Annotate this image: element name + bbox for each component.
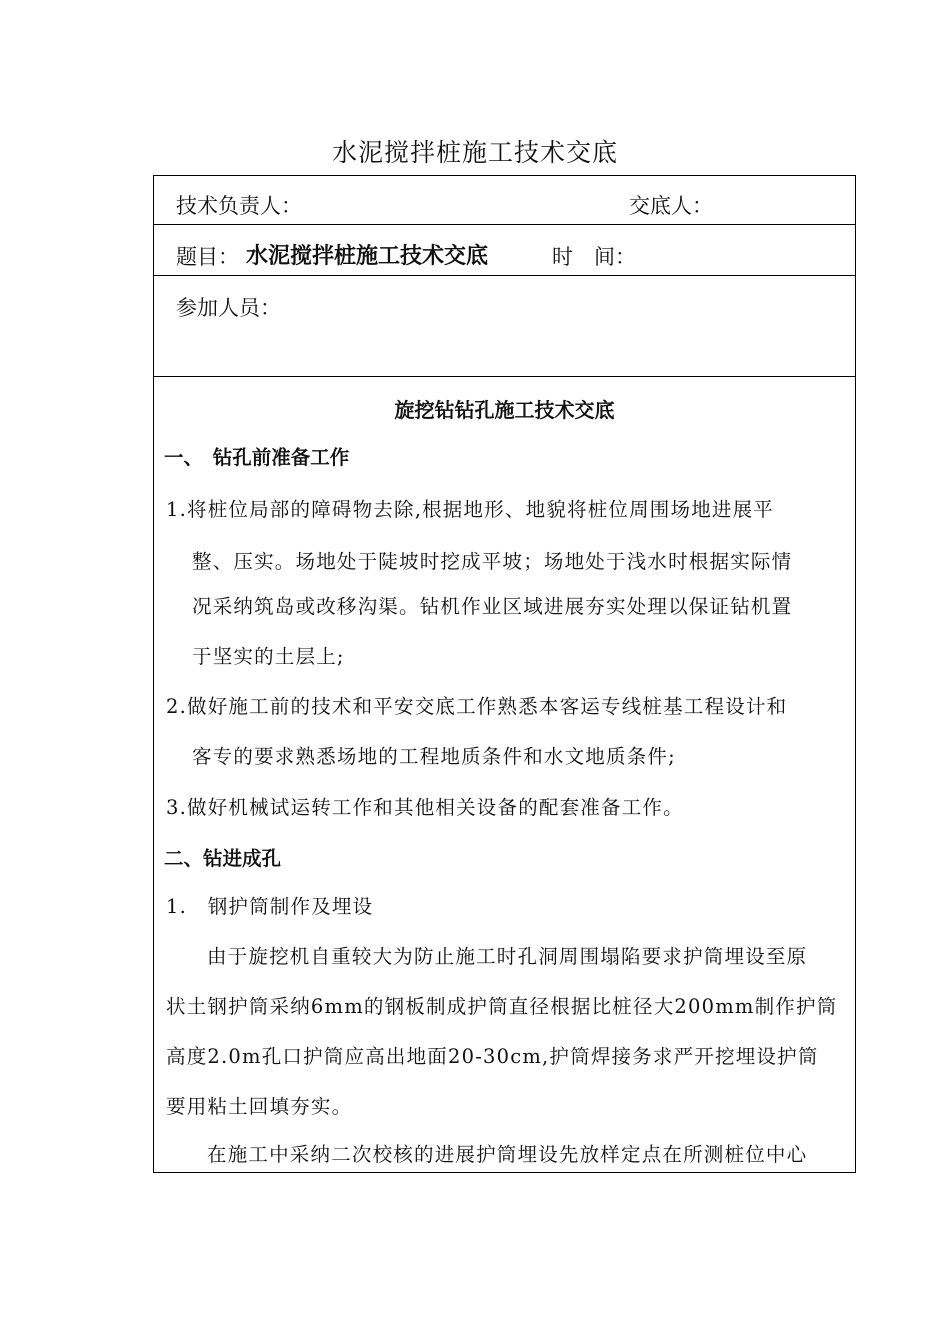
text-line: 整、压实。场地处于陡坡时挖成平坡；场地处于浅水时根据实际情 (192, 550, 793, 573)
text-line: 况采纳筑岛或改移沟渠。钻机作业区域进展夯实处理以保证钻机置 (192, 595, 793, 618)
handover-person-label: 交底人： (629, 194, 713, 218)
row-divider (154, 224, 855, 225)
text-line: 于坚实的土层上; (192, 645, 345, 668)
row-divider (154, 275, 855, 276)
text-line: 2.做好施工前的技术和平安交底工作熟悉本客运专线桩基工程设计和 (166, 695, 788, 718)
text-line: 1.将桩位局部的障碍物去除,根据地形、地貌将桩位周围场地进展平 (166, 498, 775, 521)
text-line: 要用粘土回填夯实。 (166, 1095, 353, 1118)
text-line: 3.做好机械试运转工作和其他相关设备的配套准备工作。 (166, 796, 684, 819)
tech-lead-label: 技术负责人： (176, 194, 302, 218)
section-heading-1: 一、 钻孔前准备工作 (164, 446, 350, 469)
document-title: 水泥搅拌桩施工技术交底 (331, 138, 618, 167)
row-divider (154, 376, 855, 377)
text-line: 在施工中采纳二次校核的进展护筒埋设先放样定点在所测桩位中心 (207, 1143, 808, 1166)
text-line: 状土钢护筒采纳6mm的钢板制成护筒直径根据比桩径大200mm制作护筒 (166, 995, 838, 1018)
section-heading-2: 二、钻进成孔 (164, 847, 282, 870)
participants-label: 参加人员： (176, 296, 281, 320)
text-line: 客专的要求熟悉场地的工程地质条件和水文地质条件; (192, 745, 676, 768)
topic-value: 水泥搅拌桩施工技术交底 (246, 243, 489, 269)
text-line: 高度2.0m孔口护筒应高出地面20-30cm,护筒焊接务求严开挖埋设护筒 (166, 1045, 819, 1068)
handover-form-table (153, 175, 856, 1173)
content-subtitle: 旋挖钻钻孔施工技术交底 (394, 398, 615, 422)
time-label: 时 间： (552, 245, 636, 269)
topic-label: 题目： (176, 245, 239, 269)
list-item: 1. 钢护筒制作及埋设 (166, 895, 374, 918)
text-line: 由于旋挖机自重较大为防止施工时孔洞周围塌陷要求护筒埋设至原 (207, 945, 808, 968)
